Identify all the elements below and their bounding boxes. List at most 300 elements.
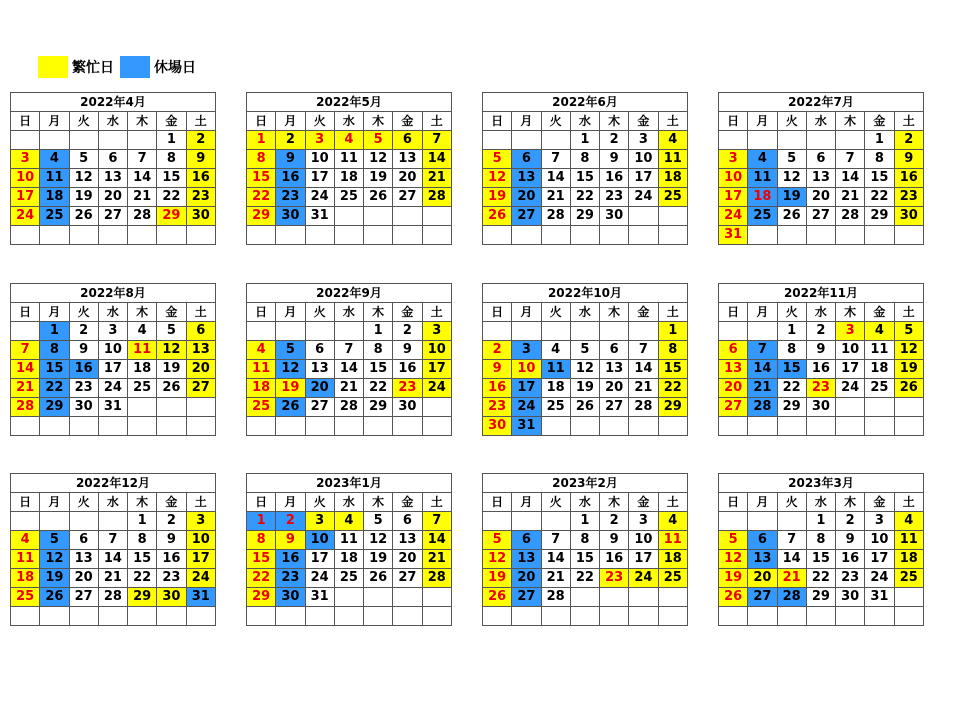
day-cell: 27 — [186, 379, 216, 398]
empty-cell — [422, 607, 452, 626]
empty-cell — [806, 131, 835, 150]
day-cell: 14 — [541, 169, 570, 188]
day-cell: 11 — [748, 169, 777, 188]
day-cell: 21 — [422, 550, 452, 569]
day-cell: 25 — [128, 379, 157, 398]
empty-cell — [483, 226, 512, 245]
day-cell: 28 — [98, 588, 127, 607]
day-cell: 12 — [364, 150, 393, 169]
day-cell: 8 — [157, 150, 186, 169]
day-cell: 2 — [483, 341, 512, 360]
day-cell: 29 — [806, 588, 835, 607]
empty-cell — [334, 207, 363, 226]
day-cell: 12 — [157, 341, 186, 360]
empty-cell — [69, 417, 98, 436]
busy-legend-label: 繁忙日 — [72, 60, 114, 76]
day-cell: 5 — [276, 341, 305, 360]
day-cell: 27 — [305, 398, 334, 417]
day-cell: 9 — [157, 531, 186, 550]
empty-cell — [305, 322, 334, 341]
empty-cell — [69, 131, 98, 150]
day-cell: 6 — [600, 341, 629, 360]
weekday-header: 土 — [186, 493, 216, 512]
day-cell: 26 — [719, 588, 748, 607]
day-cell: 6 — [305, 341, 334, 360]
day-cell: 11 — [247, 360, 276, 379]
day-cell: 15 — [364, 360, 393, 379]
empty-cell — [276, 607, 305, 626]
empty-cell — [334, 226, 363, 245]
weekday-header: 木 — [364, 303, 393, 322]
day-cell: 7 — [422, 131, 452, 150]
day-cell: 23 — [157, 569, 186, 588]
weekday-header: 金 — [865, 493, 894, 512]
day-cell: 19 — [69, 188, 98, 207]
day-cell: 25 — [658, 569, 688, 588]
weekday-header: 水 — [334, 303, 363, 322]
day-cell: 25 — [334, 569, 363, 588]
empty-cell — [836, 607, 865, 626]
empty-cell — [364, 417, 393, 436]
day-cell: 20 — [69, 569, 98, 588]
weekday-header: 木 — [600, 303, 629, 322]
day-cell: 21 — [541, 569, 570, 588]
day-cell: 13 — [600, 360, 629, 379]
day-cell: 24 — [11, 207, 40, 226]
day-cell: 1 — [247, 512, 276, 531]
empty-cell — [600, 226, 629, 245]
day-cell: 15 — [658, 360, 688, 379]
empty-cell — [777, 131, 806, 150]
day-cell: 19 — [276, 379, 305, 398]
empty-cell — [600, 588, 629, 607]
weekday-header: 木 — [128, 493, 157, 512]
day-cell: 19 — [364, 550, 393, 569]
day-cell: 22 — [570, 569, 599, 588]
weekday-header: 水 — [806, 112, 835, 131]
day-cell: 20 — [806, 188, 835, 207]
day-cell: 27 — [393, 188, 422, 207]
day-cell: 17 — [422, 360, 452, 379]
empty-cell — [541, 607, 570, 626]
empty-cell — [186, 398, 216, 417]
day-cell: 19 — [483, 569, 512, 588]
day-cell: 30 — [186, 207, 216, 226]
day-cell: 22 — [128, 569, 157, 588]
day-cell: 14 — [836, 169, 865, 188]
day-cell: 28 — [629, 398, 658, 417]
weekday-header: 水 — [570, 112, 599, 131]
day-cell: 21 — [836, 188, 865, 207]
day-cell: 29 — [128, 588, 157, 607]
empty-cell — [748, 322, 777, 341]
month-calendar — [482, 283, 690, 436]
day-cell: 2 — [276, 512, 305, 531]
day-cell: 7 — [98, 531, 127, 550]
day-cell: 7 — [541, 531, 570, 550]
weekday-header: 金 — [629, 493, 658, 512]
day-cell: 8 — [364, 341, 393, 360]
weekday-header: 土 — [422, 303, 452, 322]
weekday-header: 土 — [894, 493, 924, 512]
weekday-header: 金 — [865, 112, 894, 131]
empty-cell — [836, 417, 865, 436]
day-cell: 8 — [658, 341, 688, 360]
day-cell: 16 — [836, 550, 865, 569]
empty-cell — [600, 322, 629, 341]
day-cell: 20 — [512, 188, 541, 207]
day-cell: 15 — [247, 169, 276, 188]
day-cell: 23 — [806, 379, 835, 398]
day-cell: 16 — [157, 550, 186, 569]
day-cell: 15 — [157, 169, 186, 188]
day-cell: 5 — [483, 531, 512, 550]
empty-cell — [865, 607, 894, 626]
empty-cell — [894, 398, 924, 417]
day-cell: 18 — [658, 169, 688, 188]
empty-cell — [11, 226, 40, 245]
day-cell: 28 — [128, 207, 157, 226]
day-cell: 16 — [894, 169, 924, 188]
day-cell: 13 — [719, 360, 748, 379]
empty-cell — [69, 512, 98, 531]
month-calendar — [10, 283, 218, 436]
day-cell: 29 — [247, 207, 276, 226]
empty-cell — [128, 607, 157, 626]
day-cell: 1 — [658, 322, 688, 341]
day-cell: 14 — [128, 169, 157, 188]
day-cell: 22 — [157, 188, 186, 207]
day-cell: 3 — [422, 322, 452, 341]
day-cell: 20 — [186, 360, 216, 379]
day-cell: 24 — [98, 379, 127, 398]
weekday-header: 月 — [276, 303, 305, 322]
weekday-header: 金 — [393, 112, 422, 131]
empty-cell — [719, 322, 748, 341]
empty-cell — [247, 607, 276, 626]
weekday-header: 火 — [777, 493, 806, 512]
day-cell: 5 — [69, 150, 98, 169]
weekday-header: 火 — [541, 303, 570, 322]
day-cell: 31 — [865, 588, 894, 607]
day-cell: 1 — [40, 322, 69, 341]
empty-cell — [393, 607, 422, 626]
weekday-header: 土 — [894, 303, 924, 322]
day-cell: 20 — [393, 550, 422, 569]
day-cell: 26 — [364, 569, 393, 588]
day-cell: 2 — [836, 512, 865, 531]
day-cell: 13 — [186, 341, 216, 360]
empty-cell — [422, 417, 452, 436]
day-cell: 29 — [777, 398, 806, 417]
day-cell: 13 — [98, 169, 127, 188]
day-cell: 5 — [719, 531, 748, 550]
empty-cell — [98, 512, 127, 531]
weekday-header: 日 — [719, 303, 748, 322]
weekday-header: 土 — [186, 303, 216, 322]
day-cell: 7 — [748, 341, 777, 360]
empty-cell — [11, 512, 40, 531]
day-cell: 18 — [748, 188, 777, 207]
day-cell: 24 — [305, 188, 334, 207]
day-cell: 12 — [570, 360, 599, 379]
day-cell: 29 — [40, 398, 69, 417]
weekday-header: 月 — [512, 303, 541, 322]
day-cell: 14 — [777, 550, 806, 569]
day-cell: 7 — [836, 150, 865, 169]
empty-cell — [364, 226, 393, 245]
day-cell: 22 — [865, 188, 894, 207]
day-cell: 17 — [305, 169, 334, 188]
empty-cell — [483, 131, 512, 150]
day-cell: 7 — [422, 512, 452, 531]
day-cell: 5 — [777, 150, 806, 169]
weekday-header: 火 — [305, 112, 334, 131]
empty-cell — [422, 588, 452, 607]
empty-cell — [629, 417, 658, 436]
empty-cell — [748, 226, 777, 245]
day-cell: 16 — [276, 550, 305, 569]
day-cell: 28 — [11, 398, 40, 417]
day-cell: 13 — [393, 150, 422, 169]
day-cell: 24 — [629, 188, 658, 207]
day-cell: 27 — [393, 569, 422, 588]
month-calendar — [10, 473, 218, 626]
day-cell: 4 — [658, 131, 688, 150]
weekday-header: 火 — [305, 303, 334, 322]
weekday-header: 月 — [512, 112, 541, 131]
weekday-header: 日 — [247, 112, 276, 131]
day-cell: 20 — [98, 188, 127, 207]
empty-cell — [541, 512, 570, 531]
day-cell: 10 — [98, 341, 127, 360]
empty-cell — [748, 512, 777, 531]
closed-legend-label: 休場日 — [154, 60, 196, 76]
day-cell: 9 — [600, 150, 629, 169]
day-cell: 11 — [334, 150, 363, 169]
day-cell: 18 — [247, 379, 276, 398]
day-cell: 9 — [806, 341, 835, 360]
empty-cell — [748, 417, 777, 436]
day-cell: 15 — [570, 169, 599, 188]
weekday-header: 水 — [806, 493, 835, 512]
day-cell: 18 — [128, 360, 157, 379]
day-cell: 15 — [247, 550, 276, 569]
empty-cell — [422, 398, 452, 417]
day-cell: 18 — [334, 169, 363, 188]
empty-cell — [777, 417, 806, 436]
day-cell: 11 — [11, 550, 40, 569]
empty-cell — [98, 131, 127, 150]
empty-cell — [570, 417, 599, 436]
month-calendar — [718, 473, 926, 626]
day-cell: 31 — [305, 207, 334, 226]
day-cell: 1 — [865, 131, 894, 150]
weekday-header: 金 — [629, 112, 658, 131]
day-cell: 4 — [11, 531, 40, 550]
empty-cell — [483, 607, 512, 626]
day-cell: 3 — [836, 322, 865, 341]
day-cell: 13 — [69, 550, 98, 569]
day-cell: 26 — [157, 379, 186, 398]
day-cell: 21 — [777, 569, 806, 588]
day-cell: 22 — [364, 379, 393, 398]
empty-cell — [748, 131, 777, 150]
day-cell: 1 — [570, 131, 599, 150]
day-cell: 21 — [98, 569, 127, 588]
weekday-header: 木 — [128, 112, 157, 131]
weekday-header: 木 — [128, 303, 157, 322]
day-cell: 9 — [483, 360, 512, 379]
day-cell: 12 — [40, 550, 69, 569]
day-cell: 17 — [305, 550, 334, 569]
day-cell: 9 — [600, 531, 629, 550]
weekday-header: 金 — [393, 303, 422, 322]
day-cell: 16 — [806, 360, 835, 379]
empty-cell — [658, 588, 688, 607]
day-cell: 14 — [541, 550, 570, 569]
day-cell: 11 — [894, 531, 924, 550]
weekday-header: 木 — [600, 112, 629, 131]
empty-cell — [157, 417, 186, 436]
day-cell: 20 — [512, 569, 541, 588]
empty-cell — [393, 588, 422, 607]
empty-cell — [276, 226, 305, 245]
weekday-header: 金 — [865, 303, 894, 322]
weekday-header: 木 — [364, 112, 393, 131]
empty-cell — [512, 226, 541, 245]
day-cell: 14 — [748, 360, 777, 379]
day-cell: 23 — [69, 379, 98, 398]
empty-cell — [157, 607, 186, 626]
day-cell: 14 — [334, 360, 363, 379]
day-cell: 4 — [748, 150, 777, 169]
day-cell: 22 — [40, 379, 69, 398]
month-calendar — [246, 92, 454, 245]
day-cell: 15 — [806, 550, 835, 569]
day-cell: 19 — [719, 569, 748, 588]
empty-cell — [541, 322, 570, 341]
weekday-header: 日 — [483, 493, 512, 512]
weekday-header: 木 — [600, 493, 629, 512]
empty-cell — [483, 512, 512, 531]
busy-swatch — [38, 56, 68, 78]
day-cell: 5 — [364, 512, 393, 531]
day-cell: 4 — [334, 131, 363, 150]
day-cell: 29 — [570, 207, 599, 226]
day-cell: 8 — [865, 150, 894, 169]
day-cell: 1 — [364, 322, 393, 341]
day-cell: 22 — [806, 569, 835, 588]
empty-cell — [836, 131, 865, 150]
month-title: 2022年9月 — [247, 284, 452, 303]
empty-cell — [334, 417, 363, 436]
day-cell: 29 — [157, 207, 186, 226]
empty-cell — [629, 207, 658, 226]
empty-cell — [719, 131, 748, 150]
day-cell: 17 — [98, 360, 127, 379]
day-cell: 8 — [128, 531, 157, 550]
day-cell: 9 — [836, 531, 865, 550]
day-cell: 13 — [393, 531, 422, 550]
weekday-header: 木 — [836, 112, 865, 131]
empty-cell — [806, 607, 835, 626]
day-cell: 3 — [719, 150, 748, 169]
day-cell: 18 — [541, 379, 570, 398]
day-cell: 14 — [11, 360, 40, 379]
empty-cell — [364, 588, 393, 607]
weekday-header: 月 — [276, 112, 305, 131]
day-cell: 13 — [512, 169, 541, 188]
day-cell: 17 — [186, 550, 216, 569]
day-cell: 27 — [512, 588, 541, 607]
day-cell: 23 — [186, 188, 216, 207]
day-cell: 5 — [483, 150, 512, 169]
empty-cell — [40, 131, 69, 150]
day-cell: 19 — [364, 169, 393, 188]
day-cell: 15 — [865, 169, 894, 188]
day-cell: 21 — [11, 379, 40, 398]
empty-cell — [40, 512, 69, 531]
day-cell: 9 — [69, 341, 98, 360]
empty-cell — [658, 607, 688, 626]
day-cell: 25 — [541, 398, 570, 417]
day-cell: 24 — [512, 398, 541, 417]
weekday-header: 水 — [806, 303, 835, 322]
weekday-header: 水 — [98, 493, 127, 512]
day-cell: 6 — [186, 322, 216, 341]
day-cell: 10 — [865, 531, 894, 550]
weekday-header: 木 — [364, 493, 393, 512]
day-cell: 8 — [570, 150, 599, 169]
day-cell: 19 — [483, 188, 512, 207]
day-cell: 31 — [305, 588, 334, 607]
empty-cell — [40, 417, 69, 436]
empty-cell — [865, 417, 894, 436]
day-cell: 22 — [777, 379, 806, 398]
empty-cell — [483, 322, 512, 341]
day-cell: 20 — [305, 379, 334, 398]
day-cell: 7 — [334, 341, 363, 360]
empty-cell — [748, 607, 777, 626]
empty-cell — [600, 417, 629, 436]
day-cell: 26 — [483, 588, 512, 607]
month-calendar — [482, 92, 690, 245]
day-cell: 25 — [658, 188, 688, 207]
month-title: 2022年10月 — [483, 284, 688, 303]
day-cell: 4 — [128, 322, 157, 341]
day-cell: 21 — [422, 169, 452, 188]
day-cell: 4 — [541, 341, 570, 360]
day-cell: 4 — [334, 512, 363, 531]
day-cell: 4 — [658, 512, 688, 531]
empty-cell — [98, 417, 127, 436]
day-cell: 17 — [629, 550, 658, 569]
day-cell: 2 — [894, 131, 924, 150]
month-title: 2022年8月 — [11, 284, 216, 303]
day-cell: 18 — [11, 569, 40, 588]
weekday-header: 日 — [247, 303, 276, 322]
day-cell: 16 — [600, 169, 629, 188]
empty-cell — [186, 417, 216, 436]
empty-cell — [777, 512, 806, 531]
day-cell: 12 — [894, 341, 924, 360]
weekday-header: 木 — [836, 303, 865, 322]
day-cell: 5 — [364, 131, 393, 150]
month-title: 2022年5月 — [247, 93, 452, 112]
empty-cell — [186, 226, 216, 245]
empty-cell — [777, 607, 806, 626]
